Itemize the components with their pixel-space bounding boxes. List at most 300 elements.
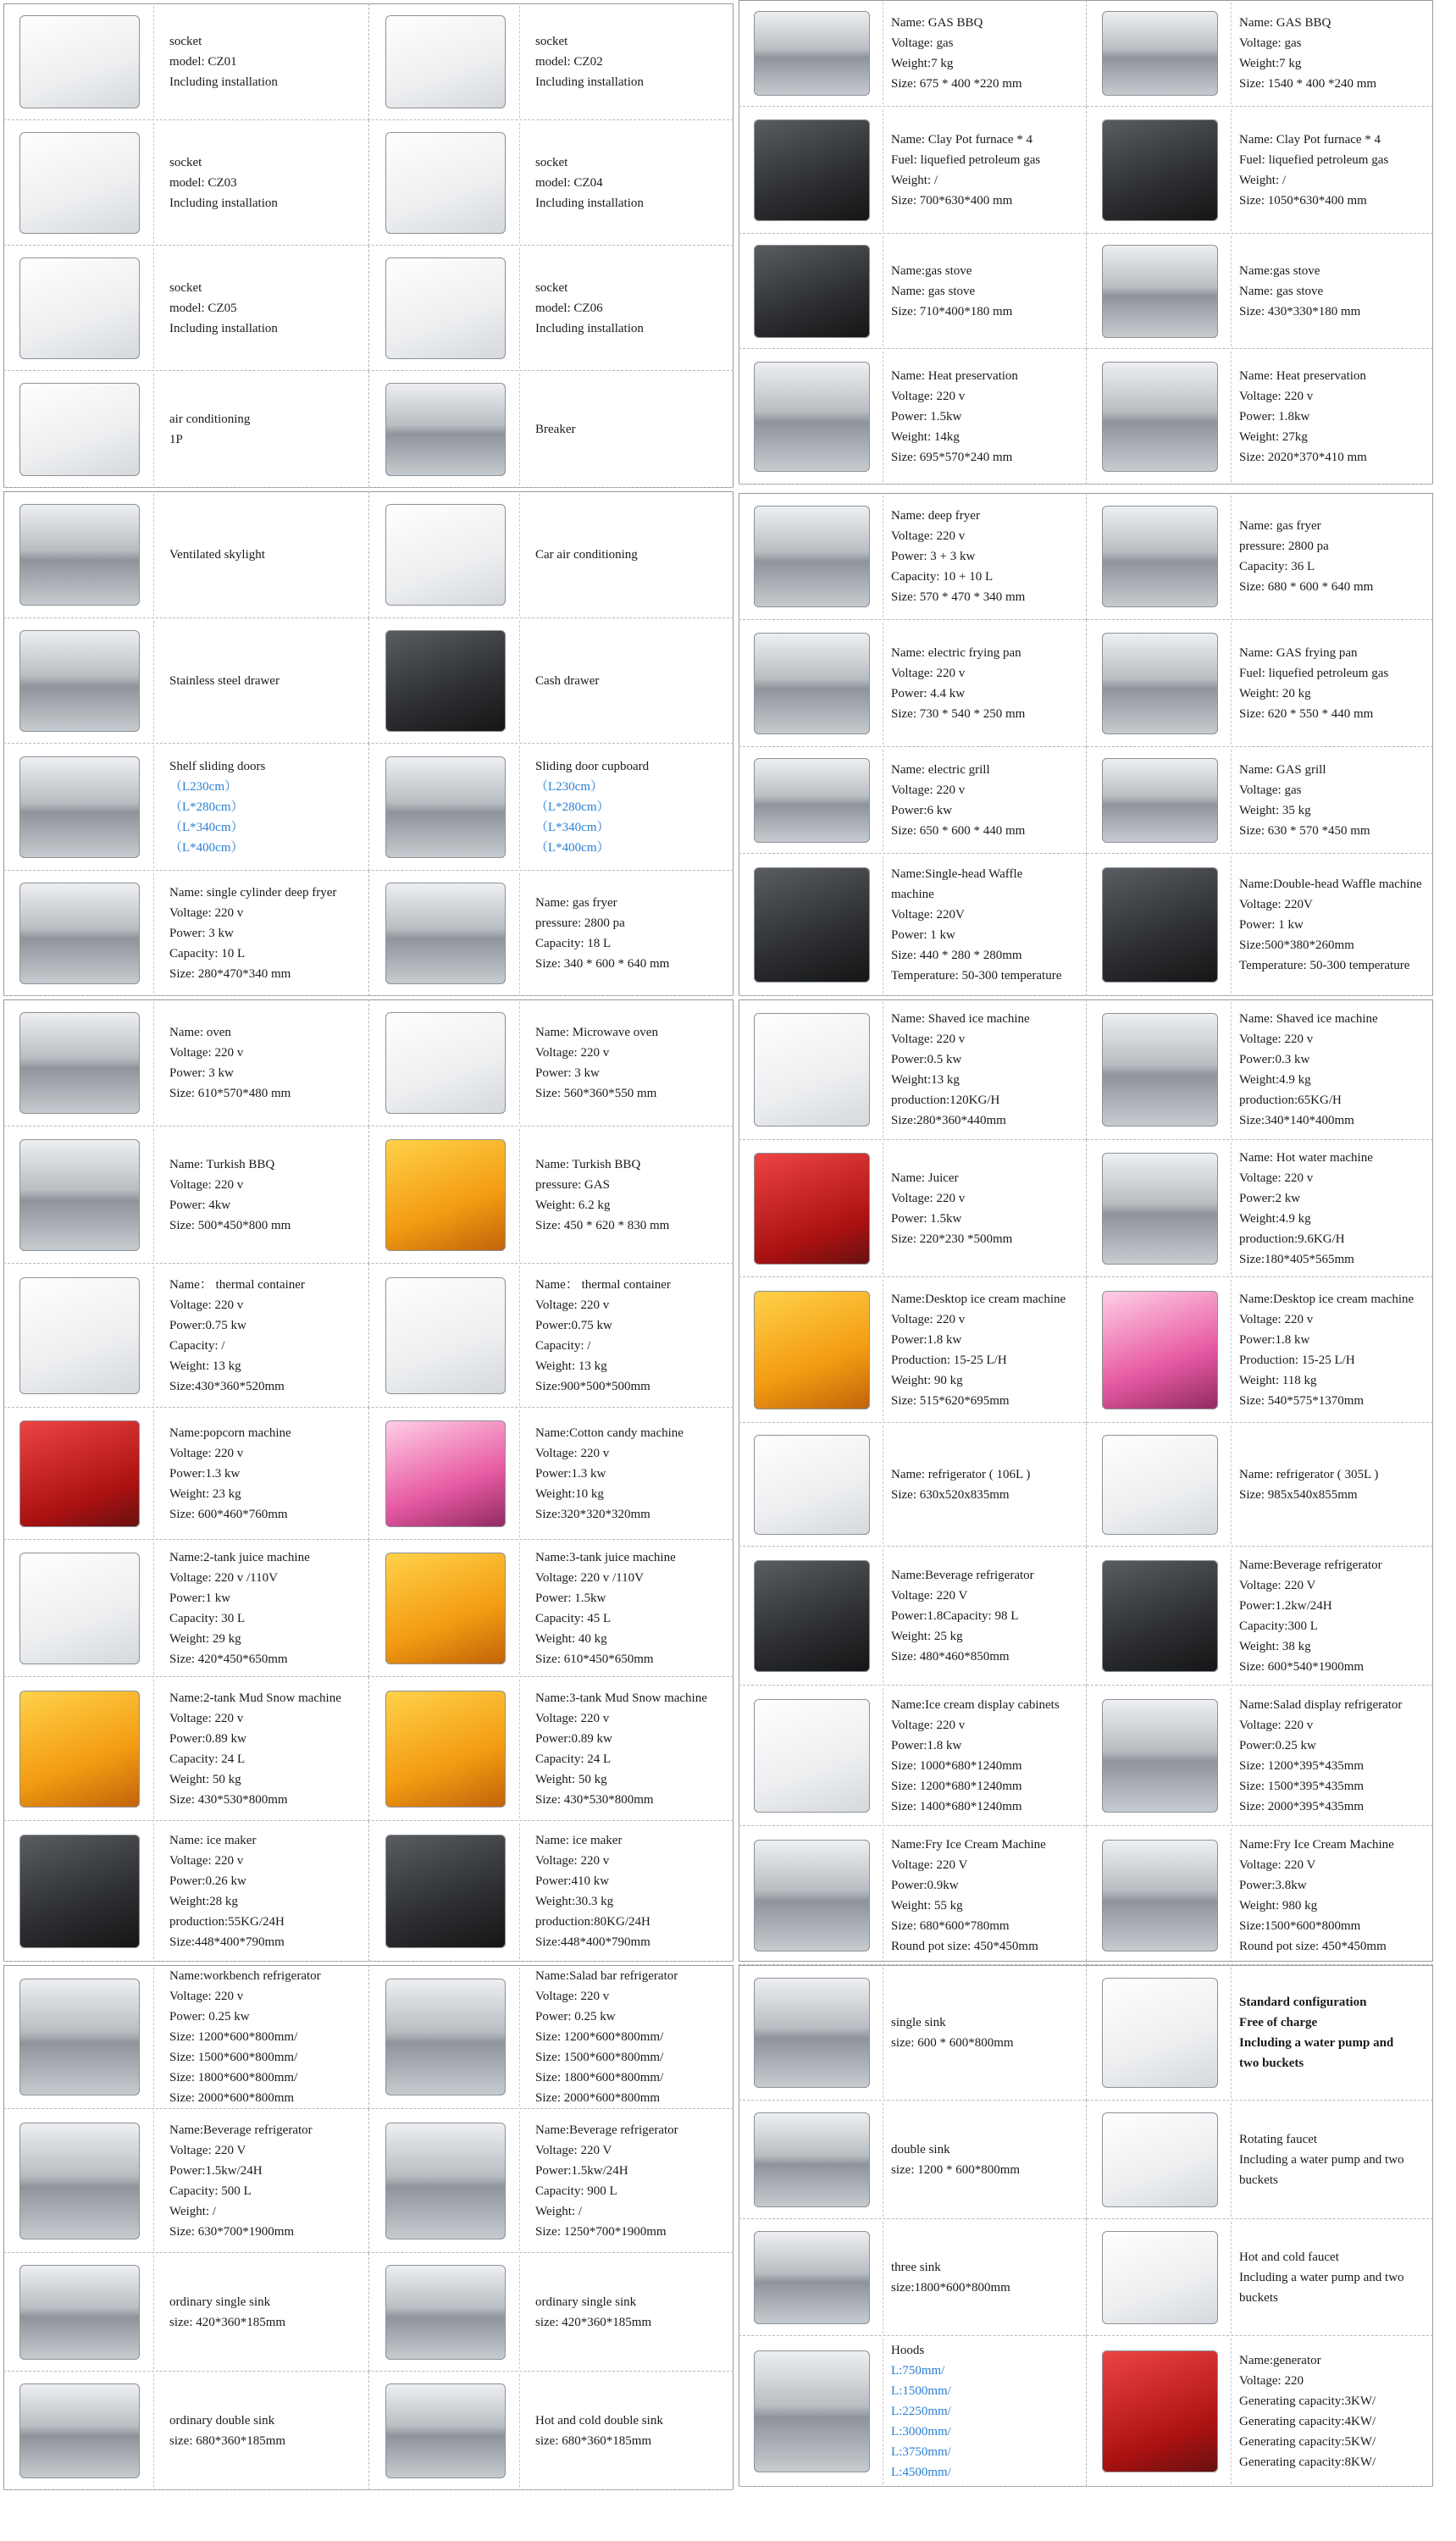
- product-name: Hot and cold double sink: [535, 2414, 663, 2428]
- product-spec-line: production:65KG/H: [1239, 1093, 1342, 1107]
- hot-cold-faucet-image: [1089, 2222, 1232, 2333]
- product-spec-line: Size: 1800*600*800mm/: [169, 2071, 298, 2084]
- product-name: Name: Shaved ice machine: [1239, 1012, 1378, 1026]
- car-air-conditioning-image: [372, 494, 520, 616]
- gas-frying-pan-icon: [1102, 633, 1218, 735]
- salad-bar-refrigerator-image: [372, 1968, 520, 2106]
- product-spec-text: [169, 618, 363, 744]
- gas-stove-double-icon: [754, 245, 870, 337]
- deep-fryer-electric-icon: [754, 506, 870, 608]
- product-spec-text: [535, 120, 728, 246]
- product-spec-line: Size:900*500*500mm: [535, 1380, 650, 1393]
- product-row: [3, 618, 734, 744]
- product-spec-line: Size: 620 * 550 * 440 mm: [1239, 707, 1374, 721]
- product-spec-line: Power: 1.5kw: [535, 1592, 606, 1605]
- product-spec-text: [1239, 620, 1428, 747]
- socket-cz06-image: [372, 248, 520, 368]
- product-spec-line: size:1800*600*800mm: [891, 2281, 1010, 2295]
- product-spec-line: Voltage: 220 v: [891, 1192, 966, 1205]
- product-name: socket: [535, 156, 568, 169]
- product-cell: [3, 618, 368, 744]
- socket-cz04-icon: [385, 132, 507, 233]
- product-cell: [368, 618, 734, 744]
- product-spec-line: L:4500mm/: [891, 2466, 951, 2479]
- product-name: Name:Double-head Waffle machine: [1239, 877, 1422, 891]
- product-spec-line: Size: 730 * 540 * 250 mm: [891, 707, 1026, 721]
- clay-pot-furnace-large-image: [1089, 109, 1232, 231]
- product-spec-line: Temperature: 50-300 temperature: [891, 969, 1062, 983]
- product-spec-line: Voltage: 220 V: [891, 1858, 968, 1872]
- waffle-machine-single-image: [741, 856, 883, 994]
- product-name: Hoods: [891, 2344, 925, 2357]
- product-spec-line: Weight:13 kg: [891, 1073, 960, 1087]
- deep-fryer-electric-image: [741, 495, 883, 617]
- product-spec-line: Voltage: 220 v: [169, 906, 244, 920]
- product-name: Name:Cotton candy machine: [535, 1426, 684, 1440]
- product-spec-line: Size: 675 * 400 *220 mm: [891, 77, 1022, 91]
- product-spec-line: Power: 1.5kw: [891, 1212, 962, 1226]
- product-spec-line: Size:430*360*520mm: [169, 1380, 285, 1393]
- product-cell: [3, 871, 368, 996]
- product-spec-line: L:3750mm/: [891, 2445, 951, 2459]
- product-row: [3, 1821, 734, 1962]
- product-spec-line: Voltage: 220 v: [1239, 1032, 1314, 1046]
- product-spec-line: Capacity: 18 L: [535, 937, 612, 950]
- product-cell: [3, 3, 368, 120]
- product-spec-line: Weight:10 kg: [535, 1487, 604, 1501]
- product-spec-line: Voltage: 220 v: [535, 1712, 610, 1725]
- product-spec-line: Power: 1.5kw: [891, 410, 962, 424]
- product-cell: [3, 120, 368, 246]
- product-spec-line: two buckets: [1239, 2057, 1304, 2070]
- product-spec-line: Power:0.9kw: [891, 1879, 959, 1892]
- floor-ice-cream-machine-image: [1089, 1280, 1232, 1420]
- mud-snow-machine-3-tank-image: [372, 1680, 520, 1819]
- ice-maker-55kg-icon: [19, 1835, 141, 1948]
- product-spec-line: Weight: 40 kg: [535, 1632, 607, 1646]
- product-cell: [739, 1277, 1086, 1423]
- product-name: socket: [535, 281, 568, 295]
- product-row: [739, 1686, 1433, 1826]
- product-spec-line: Size: 630*700*1900mm: [169, 2225, 295, 2239]
- product-spec-line: Including installation: [535, 197, 644, 210]
- beverage-refrigerator-300l-icon: [1102, 1560, 1218, 1673]
- product-spec-line: Voltage: 220 v: [535, 1854, 610, 1868]
- product-name: Name:Beverage refrigerator: [1239, 1558, 1382, 1572]
- fry-ice-cream-machine-single-image: [741, 1829, 883, 1962]
- single-sink-image: [741, 1968, 883, 2098]
- product-spec-text: [891, 999, 1081, 1140]
- product-spec-line: Weight: 29 kg: [169, 1632, 241, 1646]
- product-spec-line: Voltage: 220 v: [1239, 1313, 1314, 1326]
- product-spec-text: [891, 1423, 1081, 1547]
- product-name: Name： thermal container: [169, 1278, 305, 1292]
- product-spec-text: [1239, 0, 1428, 107]
- product-cell: [1086, 107, 1433, 234]
- product-cell: [1086, 1423, 1433, 1547]
- ice-cream-display-cabinet-image: [741, 1688, 883, 1824]
- deep-fryer-image: [6, 873, 154, 994]
- electric-frying-pan-icon: [754, 633, 870, 735]
- waffle-machine-double-icon: [1102, 867, 1218, 983]
- socket-cz04-image: [372, 123, 520, 243]
- product-spec-line: Weight: 20 kg: [1239, 687, 1311, 700]
- product-name: Name： thermal container: [535, 1278, 671, 1292]
- product-spec-line: Name: gas stove: [891, 285, 976, 298]
- product-spec-text: [535, 1677, 728, 1821]
- gas-bbq-long-image: [1089, 3, 1232, 104]
- product-spec-line: Capacity: 30 L: [169, 1612, 246, 1625]
- product-cell: [368, 1264, 734, 1408]
- product-spec-line: Size: 515*620*695mm: [891, 1394, 1010, 1408]
- product-name: Car air conditioning: [535, 548, 638, 562]
- product-spec-line: Power: 1 kw: [891, 928, 955, 942]
- product-spec-line: Power:0.89 kw: [535, 1732, 612, 1746]
- hot-cold-faucet-icon: [1102, 2231, 1218, 2325]
- product-spec-text: [535, 2109, 728, 2253]
- product-name: Name:popcorn machine: [169, 1426, 291, 1440]
- product-spec-line: Power:2 kw: [1239, 1192, 1301, 1205]
- product-row: [739, 1547, 1433, 1686]
- oven-image: [6, 1002, 154, 1124]
- product-row: [3, 2109, 734, 2253]
- product-spec-text: [169, 246, 363, 371]
- product-spec-line: Voltage: 220 v: [1239, 1171, 1314, 1185]
- product-name: Name: Hot water machine: [1239, 1151, 1373, 1165]
- product-spec-text: [891, 1686, 1081, 1826]
- product-spec-line: Weight: 35 kg: [1239, 804, 1311, 817]
- product-cell: [3, 1127, 368, 1264]
- rotating-faucet-icon: [1102, 2112, 1218, 2208]
- product-name: Standard configuration: [1239, 1996, 1367, 2009]
- product-spec-line: （L*340cm）: [535, 821, 610, 834]
- product-cell: [739, 620, 1086, 747]
- product-cell: [739, 2219, 1086, 2336]
- product-cell: [739, 107, 1086, 234]
- product-cell: [1086, 1277, 1433, 1423]
- product-cell: [1086, 1140, 1433, 1277]
- product-cell: [1086, 620, 1433, 747]
- fry-ice-cream-machine-single-icon: [754, 1840, 870, 1952]
- product-spec-line: Voltage: 220V: [1239, 898, 1313, 911]
- product-spec-line: Name: gas stove: [1239, 285, 1324, 298]
- product-spec-line: Weight: 13 kg: [169, 1359, 241, 1373]
- product-spec-line: production:9.6KG/H: [1239, 1232, 1345, 1246]
- product-spec-line: Size: 1200*600*800mm/: [535, 2030, 664, 2044]
- product-row: [3, 120, 734, 246]
- product-spec-line: Power: 3 kw: [169, 927, 234, 940]
- product-spec-line: Size: 1500*395*435mm: [1239, 1780, 1365, 1793]
- product-spec-line: L:1500mm/: [891, 2384, 951, 2398]
- product-spec-line: Voltage: 220 v: [169, 1447, 244, 1460]
- product-cell: [368, 120, 734, 246]
- product-spec-line: Voltage: 220 v: [891, 1032, 966, 1046]
- product-name: double sink: [891, 2143, 950, 2156]
- product-cell: [739, 2101, 1086, 2219]
- rotating-faucet-image: [1089, 2103, 1232, 2217]
- product-spec-line: Size: 1050*630*400 mm: [1239, 194, 1367, 208]
- desktop-ice-cream-machine-icon: [754, 1291, 870, 1409]
- stainless-steel-drawer-image: [6, 621, 154, 741]
- product-spec-line: Weight: 14kg: [891, 430, 960, 444]
- product-name: Name: Turkish BBQ: [535, 1158, 641, 1171]
- product-cell: [739, 1547, 1086, 1686]
- product-row: [739, 493, 1433, 620]
- product-spec-line: Voltage: 220 v: [169, 1990, 244, 2003]
- product-row: [3, 1540, 734, 1677]
- product-spec-line: Size: 710*400*180 mm: [891, 305, 1013, 318]
- product-spec-line: Size: 985x540x855mm: [1239, 1488, 1358, 1502]
- product-spec-line: Size: 1500*600*800mm/: [169, 2051, 298, 2064]
- product-spec-line: Power:1.8 kw: [891, 1333, 962, 1347]
- product-spec-text: [891, 107, 1081, 234]
- product-cell: [3, 491, 368, 618]
- product-row: [3, 871, 734, 996]
- juice-machine-3-tank-image: [372, 1542, 520, 1675]
- product-spec-line: Power: 3 kw: [169, 1066, 234, 1080]
- product-name: Name:Ice cream display cabinets: [891, 1698, 1060, 1712]
- product-name: Name:Fry Ice Cream Machine: [891, 1838, 1046, 1852]
- product-cell: [368, 2109, 734, 2253]
- product-cell: [1086, 0, 1433, 107]
- three-sink-icon: [754, 2231, 870, 2325]
- product-spec-line: Capacity:300 L: [1239, 1619, 1318, 1633]
- product-spec-text: [1239, 747, 1428, 854]
- product-row: [739, 107, 1433, 234]
- product-spec-line: Power: 0.25 kw: [535, 2010, 616, 2023]
- gas-grill-image: [1089, 750, 1232, 851]
- product-spec-text: [1239, 1423, 1428, 1547]
- product-spec-line: Size: 1400*680*1240mm: [891, 1800, 1022, 1813]
- product-cell: [1086, 1965, 1433, 2101]
- product-spec-text: [535, 246, 728, 371]
- product-cell: [739, 234, 1086, 349]
- breaker-image: [372, 374, 520, 485]
- product-row: [739, 620, 1433, 747]
- product-cell: [1086, 999, 1433, 1140]
- product-cell: [739, 1140, 1086, 1277]
- product-spec-line: Size: 480*460*850mm: [891, 1650, 1010, 1664]
- product-spec-line: model: CZ05: [169, 302, 237, 315]
- hoods-icon: [754, 2350, 870, 2472]
- product-spec-text: [169, 371, 363, 488]
- cotton-candy-machine-image: [372, 1410, 520, 1537]
- product-spec-line: Weight: 27kg: [1239, 430, 1308, 444]
- product-spec-line: Power: 3 kw: [535, 1066, 600, 1080]
- salad-display-refrigerator-icon: [1102, 1699, 1218, 1813]
- refrigerator-305l-image: [1089, 1426, 1232, 1544]
- socket-cz02-icon: [385, 15, 507, 109]
- product-spec-line: Size: 2000*600*800mm: [535, 2091, 661, 2105]
- product-name: socket: [169, 156, 202, 169]
- product-spec-text: [535, 3, 728, 120]
- product-spec-text: [169, 744, 363, 871]
- product-spec-line: L:750mm/: [891, 2364, 945, 2378]
- product-row: [739, 1826, 1433, 1965]
- product-spec-line: Size: 2000*600*800mm: [169, 2091, 295, 2105]
- product-spec-text: [891, 1140, 1081, 1277]
- shaved-ice-machine-small-icon: [1102, 1013, 1218, 1127]
- product-spec-line: Fuel: liquefied petroleum gas: [891, 153, 1041, 167]
- product-spec-line: Including installation: [535, 322, 644, 335]
- product-spec-line: Weight: 55 kg: [891, 1899, 963, 1913]
- socket-cz05-image: [6, 248, 154, 368]
- beverage-refrigerator-500l-icon: [19, 2123, 141, 2239]
- product-spec-line: 1P: [169, 433, 183, 446]
- product-row: [739, 0, 1433, 107]
- product-spec-line: Weight: /: [535, 2205, 583, 2218]
- product-spec-line: Size: 430*530*800mm: [535, 1793, 654, 1807]
- electric-frying-pan-image: [741, 623, 883, 745]
- product-name: Name:gas stove: [891, 264, 972, 278]
- product-spec-text: [169, 2372, 363, 2490]
- product-spec-text: [1239, 1965, 1428, 2101]
- product-cell: [368, 1127, 734, 1264]
- hot-water-machine-image: [1089, 1143, 1232, 1275]
- product-spec-line: Power:0.75 kw: [169, 1319, 246, 1332]
- product-spec-text: [535, 871, 728, 996]
- sliding-door-cupboard-icon: [385, 756, 507, 859]
- product-cell: [368, 491, 734, 618]
- product-spec-line: Voltage: 220 v: [169, 1712, 244, 1725]
- product-name: Name: Clay Pot furnace * 4: [891, 133, 1033, 147]
- product-row: [3, 744, 734, 871]
- product-spec-line: Voltage: 220 v: [535, 1990, 610, 2003]
- product-name: Name:Desktop ice cream machine: [1239, 1293, 1414, 1306]
- product-spec-line: Power: 1.8kw: [1239, 410, 1310, 424]
- product-spec-text: [891, 0, 1081, 107]
- product-spec-line: Size:280*360*440mm: [891, 1114, 1006, 1127]
- product-name: socket: [535, 35, 568, 48]
- product-spec-line: Power:1.2kw/24H: [1239, 1599, 1332, 1613]
- product-spec-text: [1239, 1826, 1428, 1965]
- product-spec-line: Voltage: 220 V: [891, 1589, 968, 1603]
- generator-image: [1089, 2339, 1232, 2484]
- product-cell: [739, 1686, 1086, 1826]
- product-spec-line: Size: 1800*600*800mm/: [535, 2071, 664, 2084]
- mud-snow-machine-2-tank-icon: [19, 1691, 141, 1807]
- standard-faucet-image: [1089, 1968, 1232, 2098]
- product-spec-line: Weight:30.3 kg: [535, 1895, 614, 1908]
- gas-bbq-short-image: [741, 3, 883, 104]
- product-spec-line: Weight:4.9 kg: [1239, 1212, 1311, 1226]
- product-name: Name:Salad display refrigerator: [1239, 1698, 1403, 1712]
- product-spec-line: Size:448*400*790mm: [169, 1935, 285, 1949]
- gas-fryer-double-image: [1089, 495, 1232, 617]
- thermal-container-curved-icon: [385, 1277, 507, 1394]
- product-spec-line: Voltage: 220 v: [891, 783, 966, 797]
- product-spec-text: [891, 1965, 1081, 2101]
- product-spec-line: Including installation: [169, 197, 278, 210]
- deep-fryer-icon: [19, 883, 141, 983]
- product-spec-line: Power:1 kw: [169, 1592, 231, 1605]
- shelf-sliding-doors-image: [6, 746, 154, 868]
- product-name: air conditioning: [169, 412, 251, 426]
- product-cell: [368, 246, 734, 371]
- double-sink-image: [741, 2103, 883, 2217]
- product-spec-line: Weight: /: [1239, 174, 1287, 187]
- product-spec-line: Round pot size: 450*450mm: [891, 1940, 1038, 1953]
- product-spec-line: Size: 700*630*400 mm: [891, 194, 1013, 208]
- salad-bar-refrigerator-icon: [385, 1979, 507, 2095]
- stainless-steel-drawer-icon: [19, 630, 141, 731]
- gas-fryer-double-icon: [1102, 506, 1218, 608]
- product-cell: [368, 2372, 734, 2490]
- product-cell: [3, 999, 368, 1127]
- product-cell: [739, 854, 1086, 996]
- product-spec-line: Generating capacity:4KW/: [1239, 2415, 1376, 2428]
- double-sink-icon: [754, 2112, 870, 2208]
- product-spec-line: Power:1.3 kw: [535, 1467, 606, 1481]
- product-name: Name: electric frying pan: [891, 646, 1021, 660]
- product-spec-line: Voltage: 220 v: [169, 1298, 244, 1312]
- product-cell: [3, 246, 368, 371]
- floor-ice-cream-machine-icon: [1102, 1291, 1218, 1409]
- product-cell: [739, 1423, 1086, 1547]
- refrigerator-305l-icon: [1102, 1435, 1218, 1535]
- product-name: Name: refrigerator ( 106L ): [891, 1468, 1031, 1481]
- product-spec-text: [1239, 493, 1428, 620]
- product-cell: [739, 1826, 1086, 1965]
- product-spec-line: Power:0.75 kw: [535, 1319, 612, 1332]
- oven-icon: [19, 1012, 141, 1115]
- air-conditioner-image: [6, 374, 154, 485]
- product-spec-line: Weight: 50 kg: [535, 1773, 607, 1786]
- product-spec-text: [1239, 107, 1428, 234]
- product-spec-line: Power:1.8 kw: [891, 1739, 962, 1752]
- product-spec-text: [535, 1127, 728, 1264]
- product-name: Cash drawer: [535, 674, 600, 688]
- product-spec-line: Size: 220*230 *500mm: [891, 1232, 1013, 1246]
- product-name: Name:2-tank Mud Snow machine: [169, 1691, 341, 1705]
- product-spec-text: [535, 999, 728, 1127]
- product-spec-text: [169, 1540, 363, 1677]
- product-spec-text: [169, 1264, 363, 1408]
- product-spec-text: [535, 491, 728, 618]
- workbench-refrigerator-icon: [19, 1979, 141, 2095]
- product-spec-line: Size:340*140*400mm: [1239, 1114, 1354, 1127]
- product-spec-text: [535, 1408, 728, 1540]
- product-spec-text: [891, 493, 1081, 620]
- product-name: Rotating faucet: [1239, 2133, 1318, 2146]
- product-spec-line: Size: 280*470*340 mm: [169, 967, 291, 981]
- product-spec-text: [535, 1264, 728, 1408]
- product-spec-line: Power:410 kw: [535, 1874, 610, 1888]
- product-spec-line: （L230cm）: [535, 780, 603, 794]
- product-row: [739, 234, 1433, 349]
- product-spec-line: Round pot size: 450*450mm: [1239, 1940, 1387, 1953]
- product-spec-text: [169, 999, 363, 1127]
- generator-icon: [1102, 2350, 1218, 2472]
- turkish-bbq-gas-image: [372, 1129, 520, 1261]
- product-spec-line: Production: 15-25 L/H: [891, 1354, 1007, 1367]
- product-spec-line: Weight: /: [169, 2205, 217, 2218]
- product-name: Name:Salad bar refrigerator: [535, 1969, 678, 1983]
- product-cell: [739, 1965, 1086, 2101]
- product-spec-line: Capacity: 500 L: [169, 2184, 252, 2198]
- product-spec-line: Generating capacity:5KW/: [1239, 2435, 1376, 2449]
- product-spec-line: Including installation: [535, 75, 644, 89]
- product-name: Name: gas fryer: [1239, 519, 1321, 533]
- product-cell: [739, 747, 1086, 854]
- product-spec-line: Weight: 23 kg: [169, 1487, 241, 1501]
- ice-cream-display-cabinet-icon: [754, 1699, 870, 1813]
- product-spec-text: [891, 747, 1081, 854]
- product-name: Name: GAS frying pan: [1239, 646, 1358, 660]
- product-spec-line: Size: 600*460*760mm: [169, 1508, 288, 1521]
- juice-machine-2-tank-icon: [19, 1553, 141, 1664]
- product-spec-line: Size: 630x520x835mm: [891, 1488, 1010, 1502]
